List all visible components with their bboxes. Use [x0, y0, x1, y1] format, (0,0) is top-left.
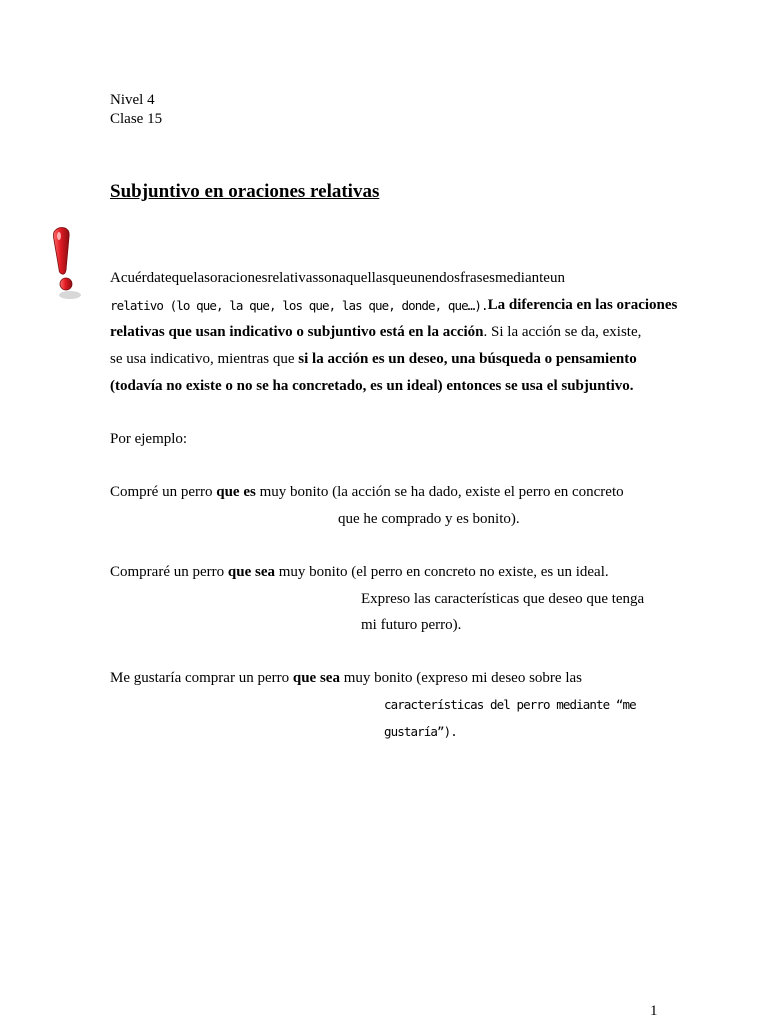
page-title: Subjuntivo en oraciones relativas: [110, 181, 380, 202]
intro-paragraph: [110, 265, 678, 400]
example-2-post: muy bonito (el perro en concreto no existe, es un ideal.: [274, 564, 609, 580]
intro-word: aquellas: [339, 270, 389, 286]
intro-word: Acuérdate: [110, 270, 172, 286]
intro-word: mediante: [494, 270, 550, 286]
level-label: Nivel 4: [110, 92, 155, 108]
intro-word: las: [193, 270, 210, 286]
intro-line-4: [110, 346, 658, 373]
example-label: Por ejemplo:: [110, 431, 188, 447]
example-1-post: muy bonito (la acción se ha dado, existe el perro en concreto: [255, 484, 624, 500]
intro-word: unen: [409, 270, 440, 286]
page-number: 1: [650, 1003, 658, 1019]
intro-word: son: [318, 270, 340, 286]
intro-line-2: [110, 292, 678, 319]
example-3-continuation-2: gustaría”).: [384, 724, 457, 739]
example-1-pre: Compré un perro: [110, 484, 217, 500]
example-2-bold: que sea: [227, 564, 275, 580]
example-1-bold: que es: [216, 484, 256, 500]
intro-emphasis-1: La diferencia en las oraciones: [487, 297, 678, 313]
example-2-pre: Compraré un perro: [110, 564, 228, 580]
intro-word: relativas: [267, 270, 319, 286]
intro-line-5: [110, 373, 658, 400]
intro-word: que: [388, 270, 410, 286]
intro-word: un: [549, 270, 565, 286]
example-1-continuation: que he comprado y es bonito).: [338, 511, 520, 527]
example-2-continuation-1: Expreso las características que deseo que tenga: [361, 591, 645, 607]
exclamation-icon: [46, 224, 88, 304]
intro-word: dos: [439, 270, 460, 286]
example-3-line: [110, 668, 582, 688]
intro-emphasis-3: si la acción es un deseo, una búsqueda o pensamiento: [298, 351, 637, 367]
example-3-pre: Me gustaría comprar un perro: [110, 670, 293, 686]
example-3-bold: que sea: [292, 670, 340, 686]
example-1-line: [110, 482, 624, 502]
intro-line-3: [110, 319, 658, 346]
intro-line-1: [110, 265, 658, 292]
example-2-continuation-2: mi futuro perro).: [361, 617, 462, 633]
intro-word: frases: [459, 270, 495, 286]
example-3-post: muy bonito (expreso mi deseo sobre las: [339, 670, 582, 686]
relative-examples: relativo (lo que, la que, los que, las que, donde, que…).: [110, 298, 488, 313]
intro-word: oraciones: [209, 270, 268, 286]
intro-emphasis-4: (todavía no existe o no se ha concretado, es un ideal) entonces se usa el subjuntivo.: [110, 378, 634, 394]
intro-text-4: se usa indicativo, mientras que: [110, 351, 299, 367]
class-label: Clase 15: [110, 111, 163, 127]
example-3-continuation-1: características del perro mediante “me: [384, 697, 636, 712]
intro-emphasis-2: relativas que usan indicativo o subjuntivo está en la acción: [110, 324, 484, 340]
example-2-line: [110, 562, 609, 582]
intro-text-3: . Si la acción se da, existe,: [483, 324, 642, 340]
intro-word: que: [171, 270, 194, 286]
